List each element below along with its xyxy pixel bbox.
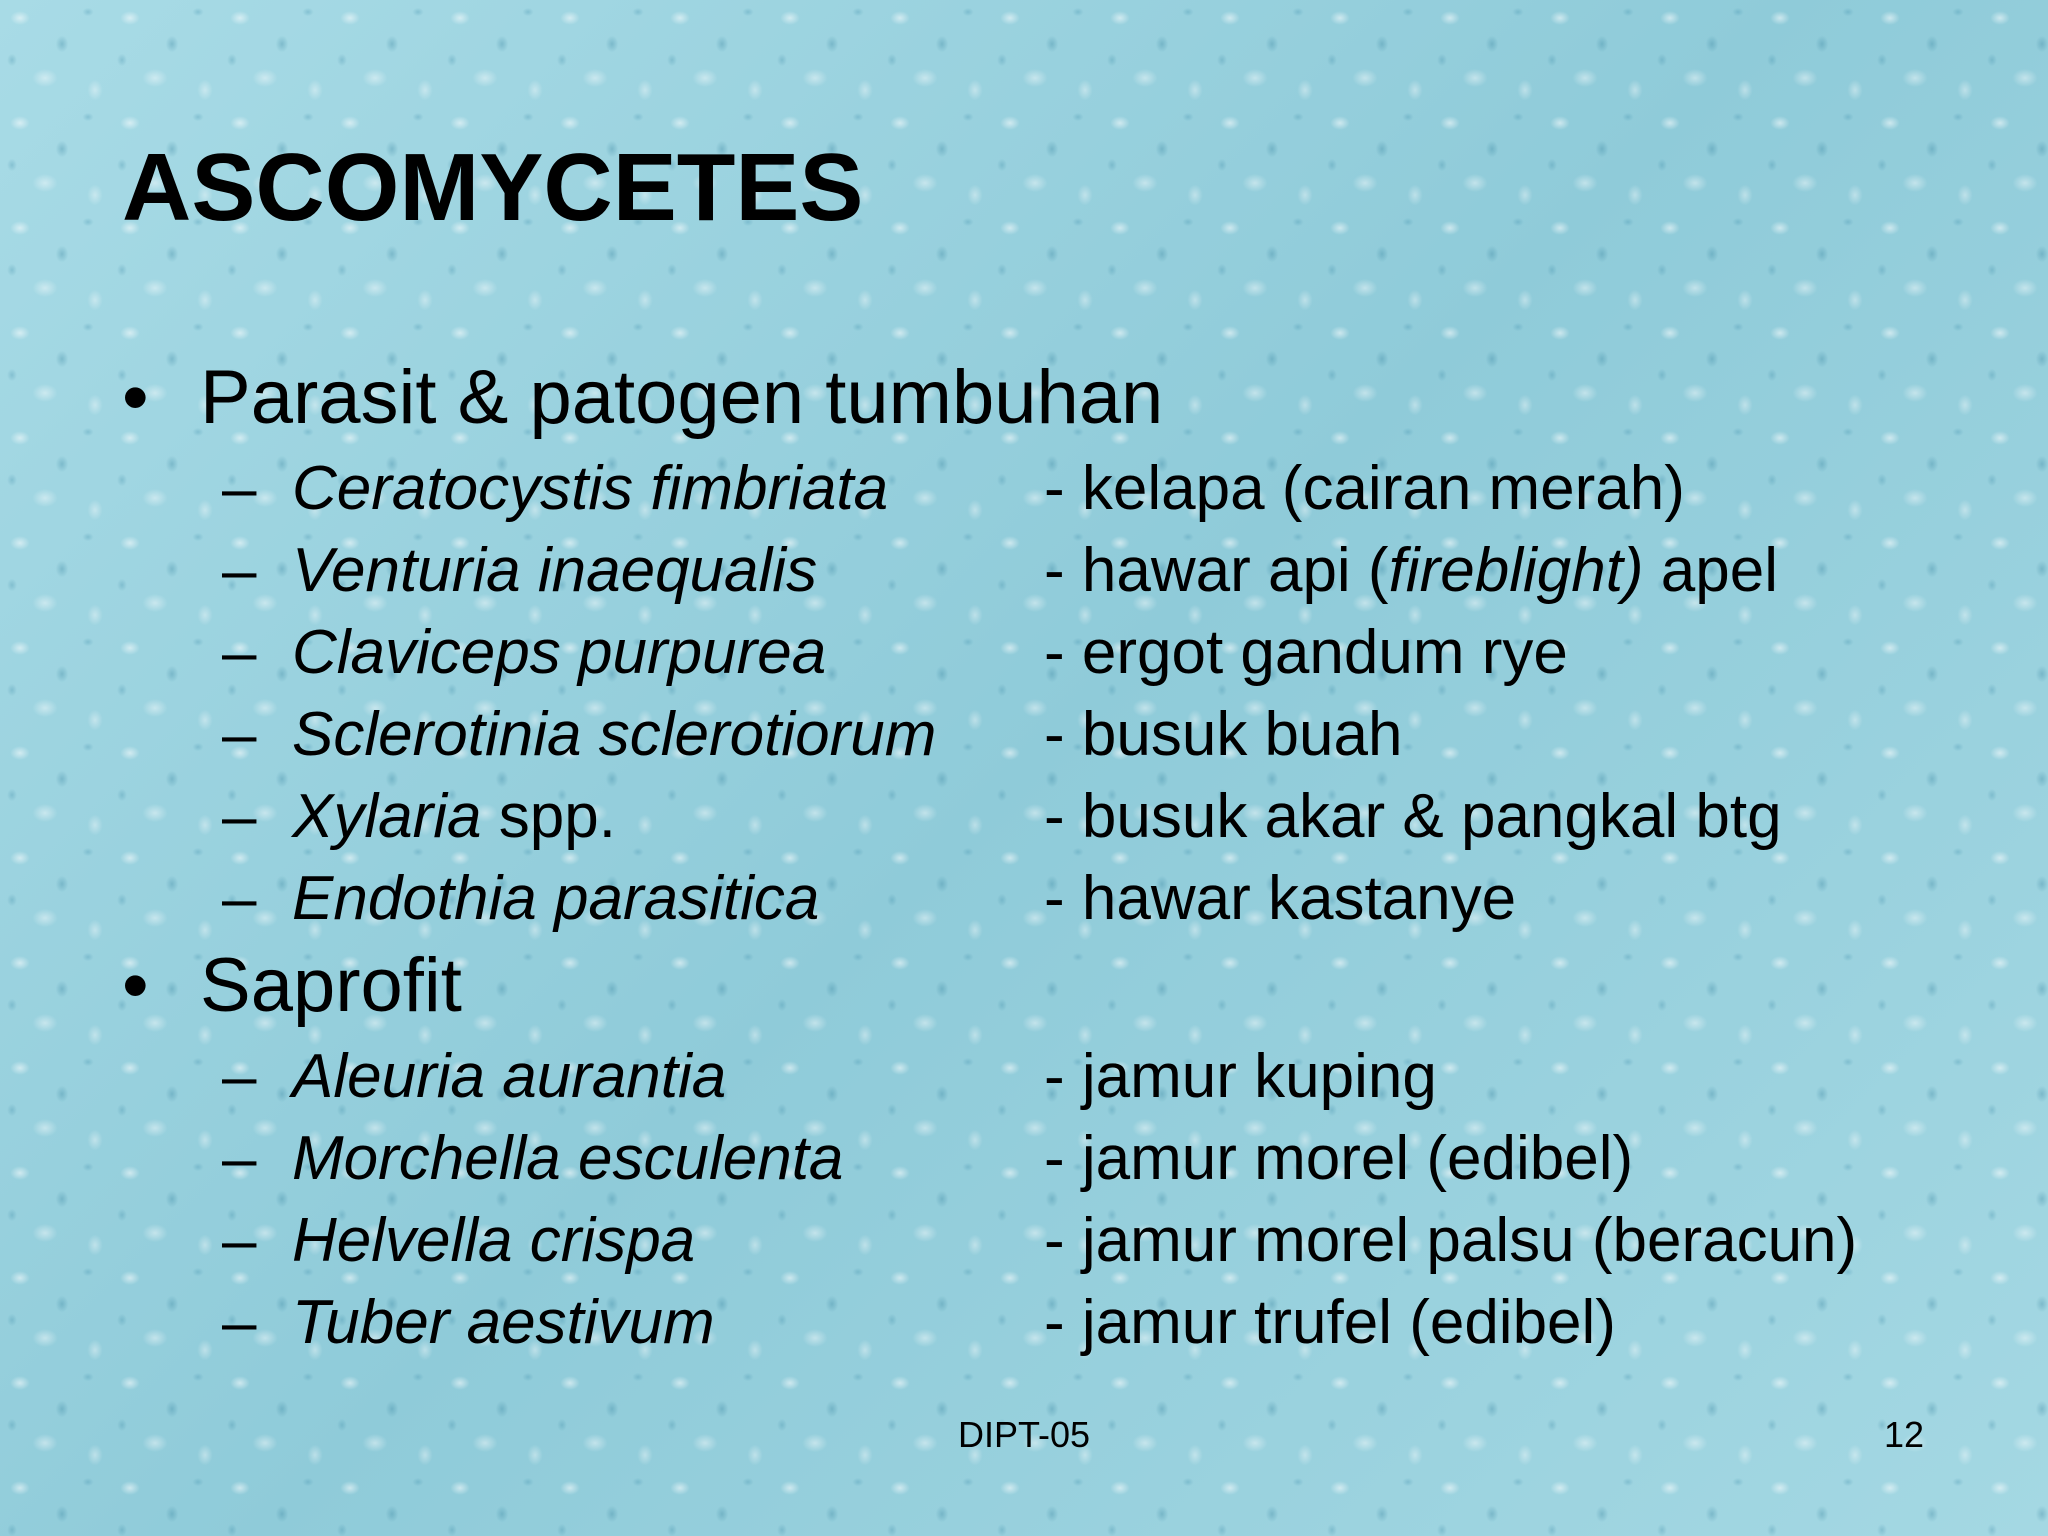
list-item <box>222 782 1782 851</box>
species-name: Aleuria aurantia <box>292 1042 727 1111</box>
list-item <box>222 1124 1634 1193</box>
list-item <box>222 700 1403 769</box>
species-description: - jamur trufel (edibel) <box>1044 1288 1616 1357</box>
species-description: - jamur morel (edibel) <box>1044 1124 1634 1193</box>
page-number: 12 <box>1883 1414 1924 1455</box>
bullet-heading: Saprofit <box>200 943 462 1028</box>
dash-marker: – <box>222 536 257 605</box>
species-name: Venturia inaequalis <box>292 536 818 605</box>
list-item <box>222 454 1685 523</box>
slide-title: ASCOMYCETES <box>122 134 864 241</box>
species-description: - kelapa (cairan merah) <box>1044 454 1685 523</box>
desc-italic-part: fireblight) <box>1388 536 1644 605</box>
species-description <box>1044 536 1779 605</box>
list-item <box>222 618 1568 687</box>
dash-marker: – <box>222 618 257 687</box>
species-description: - jamur morel palsu (beracun) <box>1044 1206 1858 1275</box>
dash-marker: – <box>222 864 257 933</box>
bullet-heading: Parasit & patogen tumbuhan <box>200 355 1164 440</box>
dash-marker: – <box>222 454 257 523</box>
species-description: - busuk buah <box>1044 700 1403 769</box>
dash-marker: – <box>222 1124 257 1193</box>
species-suffix: spp. <box>481 782 616 851</box>
species-name: Sclerotinia sclerotiorum <box>292 700 937 769</box>
footer-label: DIPT-05 <box>957 1414 1091 1455</box>
dash-marker: – <box>222 1288 257 1357</box>
species-description: - jamur kuping <box>1044 1042 1437 1111</box>
species-name: Morchella esculenta <box>292 1124 844 1193</box>
list-item <box>222 1288 1616 1357</box>
dash-marker: – <box>222 782 257 851</box>
dash-marker: – <box>222 700 257 769</box>
dash-marker: – <box>222 1206 257 1275</box>
species-name: Helvella crispa <box>292 1206 696 1275</box>
species-name: Tuber aestivum <box>292 1288 715 1357</box>
dash-marker: – <box>222 1042 257 1111</box>
bullet-dot: • <box>122 943 149 1028</box>
desc-part: - hawar api ( <box>1044 536 1389 605</box>
desc-part: apel <box>1643 536 1779 605</box>
bullet-dot: • <box>122 355 149 440</box>
species-name: Xylaria <box>292 782 482 851</box>
species-description: - busuk akar & pangkal btg <box>1044 782 1782 851</box>
list-item <box>222 864 1517 933</box>
species-description: - ergot gandum rye <box>1044 618 1568 687</box>
species-name: Ceratocystis fimbriata <box>292 454 889 523</box>
bullet-parasit <box>122 355 1164 440</box>
list-item <box>222 536 1779 605</box>
species-description: - hawar kastanye <box>1044 864 1517 933</box>
species-name: Claviceps purpurea <box>292 618 827 687</box>
list-item <box>222 1206 1858 1275</box>
species-name: Endothia parasitica <box>292 864 820 933</box>
bullet-saprofit <box>122 943 462 1028</box>
list-item <box>222 1042 1437 1111</box>
